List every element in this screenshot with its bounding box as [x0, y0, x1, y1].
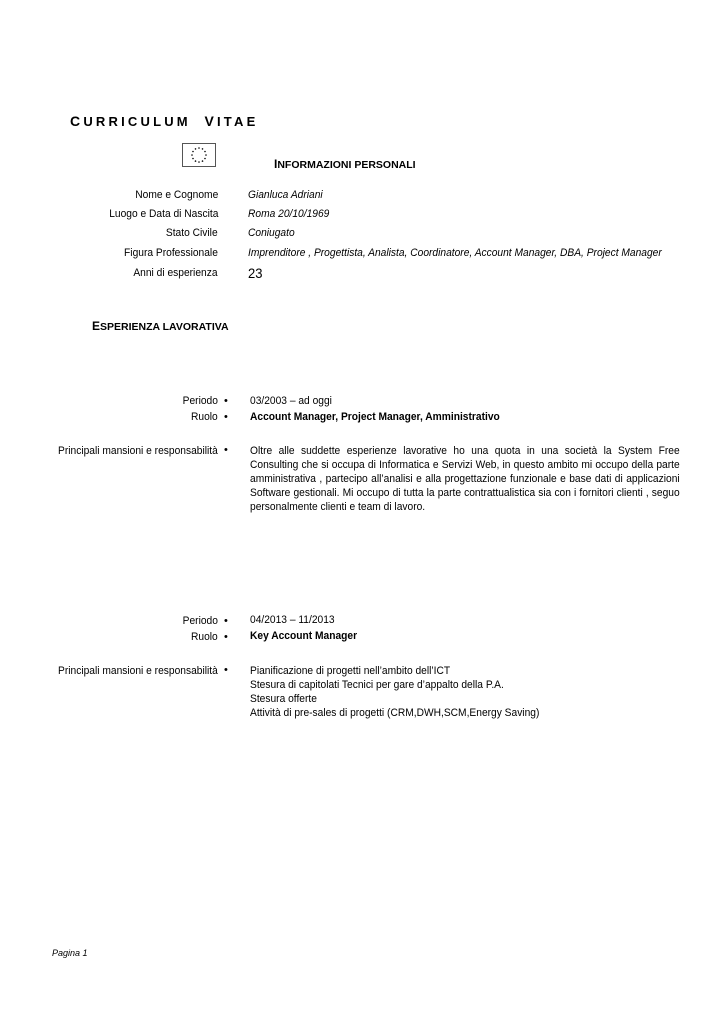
entry-2-period-label: Periodo	[182, 615, 218, 627]
field-label-marital: Stato Civile	[166, 227, 218, 239]
bullet-icon: •	[224, 444, 228, 456]
list-item: Stesura di capitolati Tecnici per gare d’appalto della P.A.	[250, 679, 504, 691]
experience-heading: ESPERIENZA LAVORATIVA	[92, 319, 229, 333]
entry-2-duties-label: Principali mansioni e responsabilità	[58, 665, 218, 677]
bullet-icon: •	[224, 411, 228, 423]
bullet-icon: •	[224, 395, 228, 407]
entry-1-role-label: Ruolo	[191, 411, 218, 423]
entry-2-duties	[250, 664, 539, 720]
list-item: Attività di pre-sales di progetti (CRM,DWH,SCM,Energy Saving)	[250, 707, 540, 719]
entry-1-duties: Oltre alle suddette esperienze lavorative ho una quota in una società la System Free Consulting che si occupa di Informatica e Servizi Web, in questo ambito mi occupo della parte amministrativa , partecipo all’analisi e alla progettazione funzionale e base dati di applicazioni Software gestionali. Mi occupo di tutta la parte contrattualistica sia con i fornitori clienti , seguo personalmente clienti e team di lavoro.	[250, 445, 680, 513]
entry-1-period: 03/2003 – ad oggi	[250, 395, 332, 407]
entry-2-role: Key Account Manager	[250, 630, 358, 642]
entry-1-period-label: Periodo	[182, 395, 218, 407]
field-label-experience-years: Anni di esperienza	[133, 267, 218, 279]
personal-info-heading: INFORMAZIONI PERSONALI	[274, 157, 416, 171]
list-item: Pianificazione di progetti nell’ambito dell’ICT	[250, 665, 451, 677]
entry-2-role-label: Ruolo	[191, 631, 218, 643]
bullet-icon: •	[224, 615, 228, 627]
bullet-icon: •	[224, 631, 228, 643]
field-value-profession: Imprenditore , Progettista, Analista, Coordinatore, Account Manager, DBA, Project Manager	[248, 247, 662, 259]
field-label-profession: Figura Professionale	[124, 247, 218, 259]
field-label-name: Nome e Cognome	[134, 189, 218, 201]
field-value-marital: Coniugato	[248, 227, 295, 239]
field-value-birth: Roma 20/10/1969	[248, 208, 330, 220]
field-value-name: Gianluca Adriani	[248, 189, 323, 201]
entry-1-role: Account Manager, Project Manager, Amministrativo	[250, 411, 500, 423]
bullet-icon: •	[224, 664, 228, 676]
entry-2-period: 04/2013 – 11/2013	[250, 614, 335, 626]
field-label-birth: Luogo e Data di Nascita	[108, 208, 218, 220]
field-value-experience-years: 23	[248, 265, 263, 281]
entry-1-duties-label: Principali mansioni e responsabilità	[58, 445, 218, 457]
cv-title: CURRICULUM VITAE	[70, 113, 259, 129]
page-number: Pagina 1	[52, 948, 88, 958]
list-item: Stesura offerte	[250, 693, 317, 705]
eu-flag-icon	[182, 143, 216, 167]
